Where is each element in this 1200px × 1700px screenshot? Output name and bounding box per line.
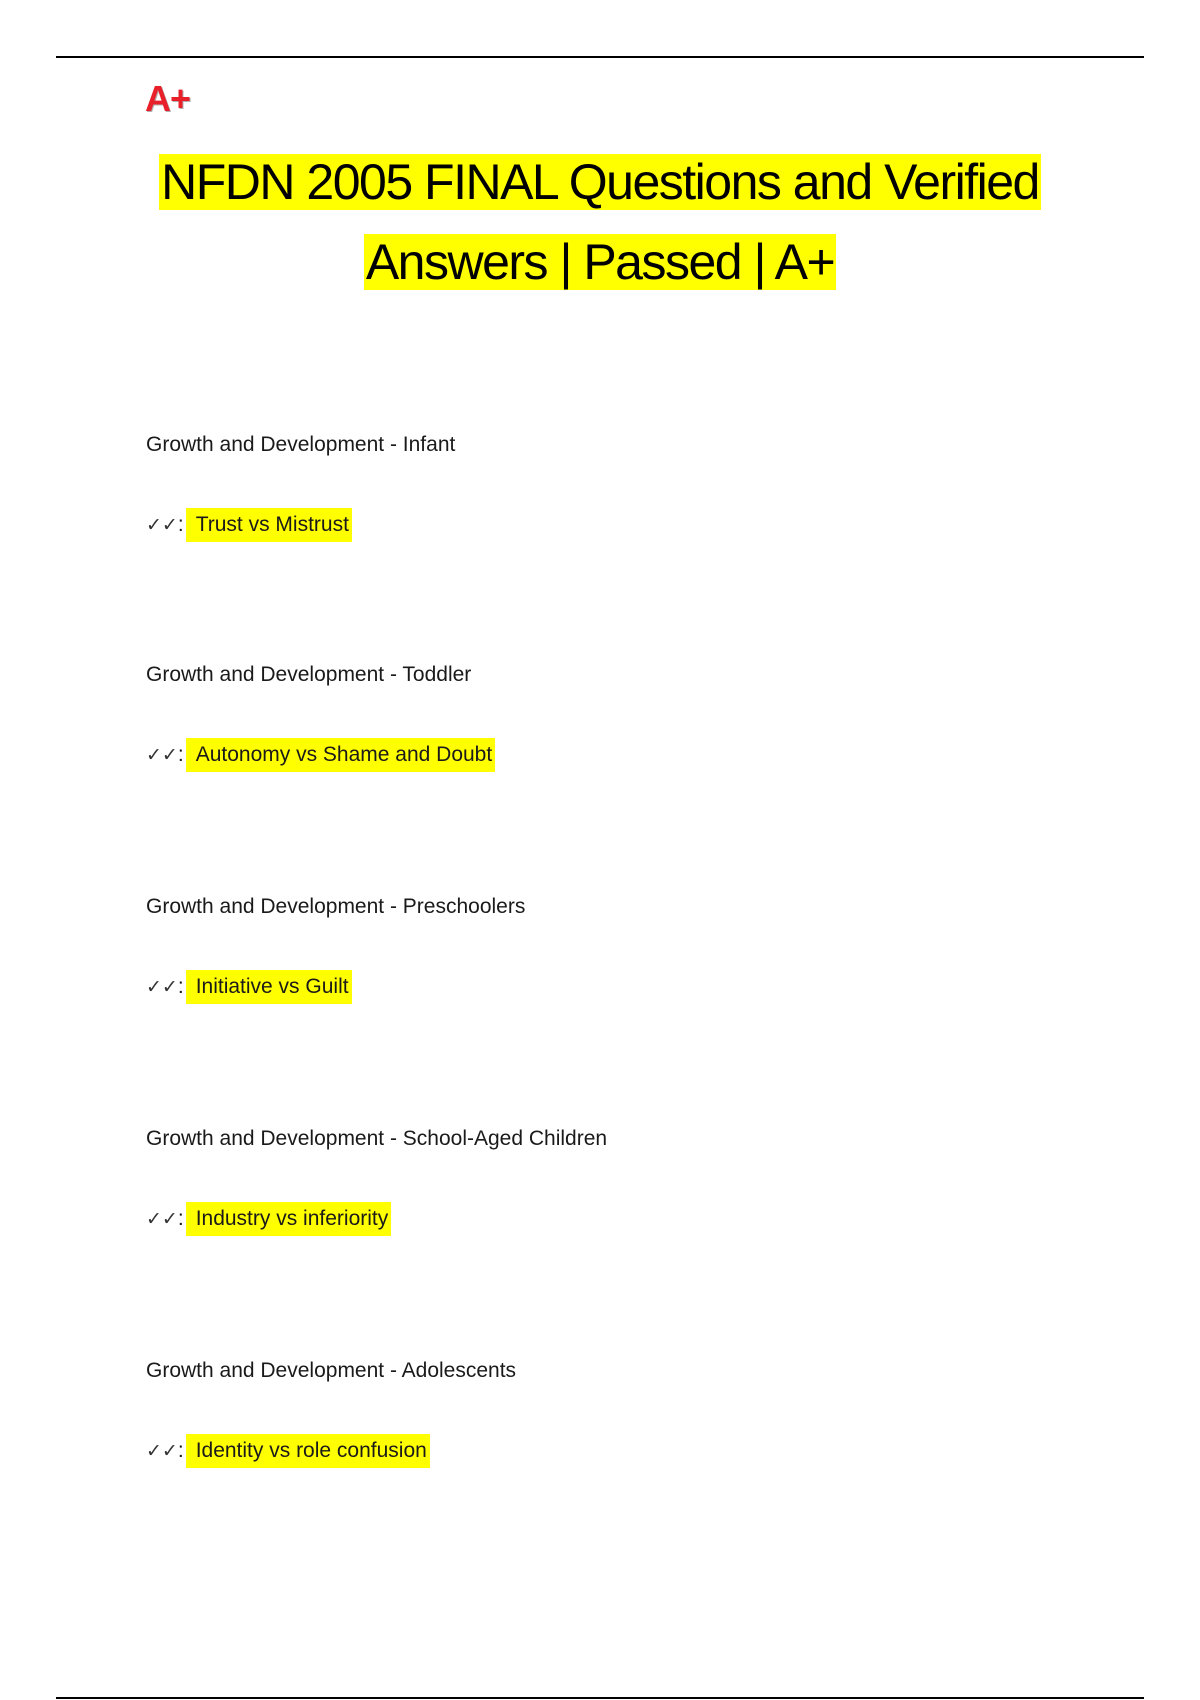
- answer-line: [146, 1434, 430, 1468]
- answer-text: Autonomy vs Shame and Doubt: [186, 738, 496, 772]
- double-check-icon: ✓✓: [146, 744, 178, 766]
- question-text: Growth and Development - Toddler: [146, 663, 472, 686]
- question-text: Growth and Development - Preschoolers: [146, 895, 526, 918]
- answer-separator: :: [177, 1207, 184, 1230]
- answer-line: [146, 1202, 391, 1236]
- answer-line: [146, 738, 495, 772]
- double-check-icon: ✓✓: [146, 1208, 178, 1230]
- title-line-1: NFDN 2005 FINAL Questions and Verified: [161, 154, 1039, 210]
- answer-line: [146, 970, 352, 1004]
- answer-line: [146, 508, 352, 542]
- double-check-icon: ✓✓: [146, 976, 178, 998]
- answer-text: Initiative vs Guilt: [186, 970, 352, 1004]
- answer-separator: :: [177, 1439, 184, 1462]
- qa-item-school-aged: [146, 1124, 1146, 1230]
- double-check-icon: ✓✓: [146, 1440, 178, 1462]
- answer-separator: :: [177, 975, 184, 998]
- answer-separator: :: [177, 743, 184, 766]
- title-line-2: Answers | Passed | A+: [365, 234, 835, 290]
- top-rule: [56, 56, 1144, 58]
- answer-text: Trust vs Mistrust: [186, 508, 352, 542]
- qa-item-toddler: [146, 660, 1146, 766]
- grade-badge-logo: A+: [145, 78, 191, 119]
- question-text: Growth and Development - Infant: [146, 433, 456, 456]
- qa-item-infant: [146, 430, 1146, 536]
- document-title: [100, 142, 1100, 302]
- answer-separator: :: [177, 513, 184, 536]
- question-text: Growth and Development - Adolescents: [146, 1359, 517, 1382]
- double-check-icon: ✓✓: [146, 514, 178, 536]
- qa-item-adolescents: [146, 1356, 1146, 1462]
- answer-text: Identity vs role confusion: [186, 1434, 430, 1468]
- bottom-rule: [56, 1697, 1144, 1699]
- qa-item-preschoolers: [146, 892, 1146, 998]
- question-text: Growth and Development - School-Aged Children: [146, 1127, 608, 1150]
- answer-text: Industry vs inferiority: [186, 1202, 392, 1236]
